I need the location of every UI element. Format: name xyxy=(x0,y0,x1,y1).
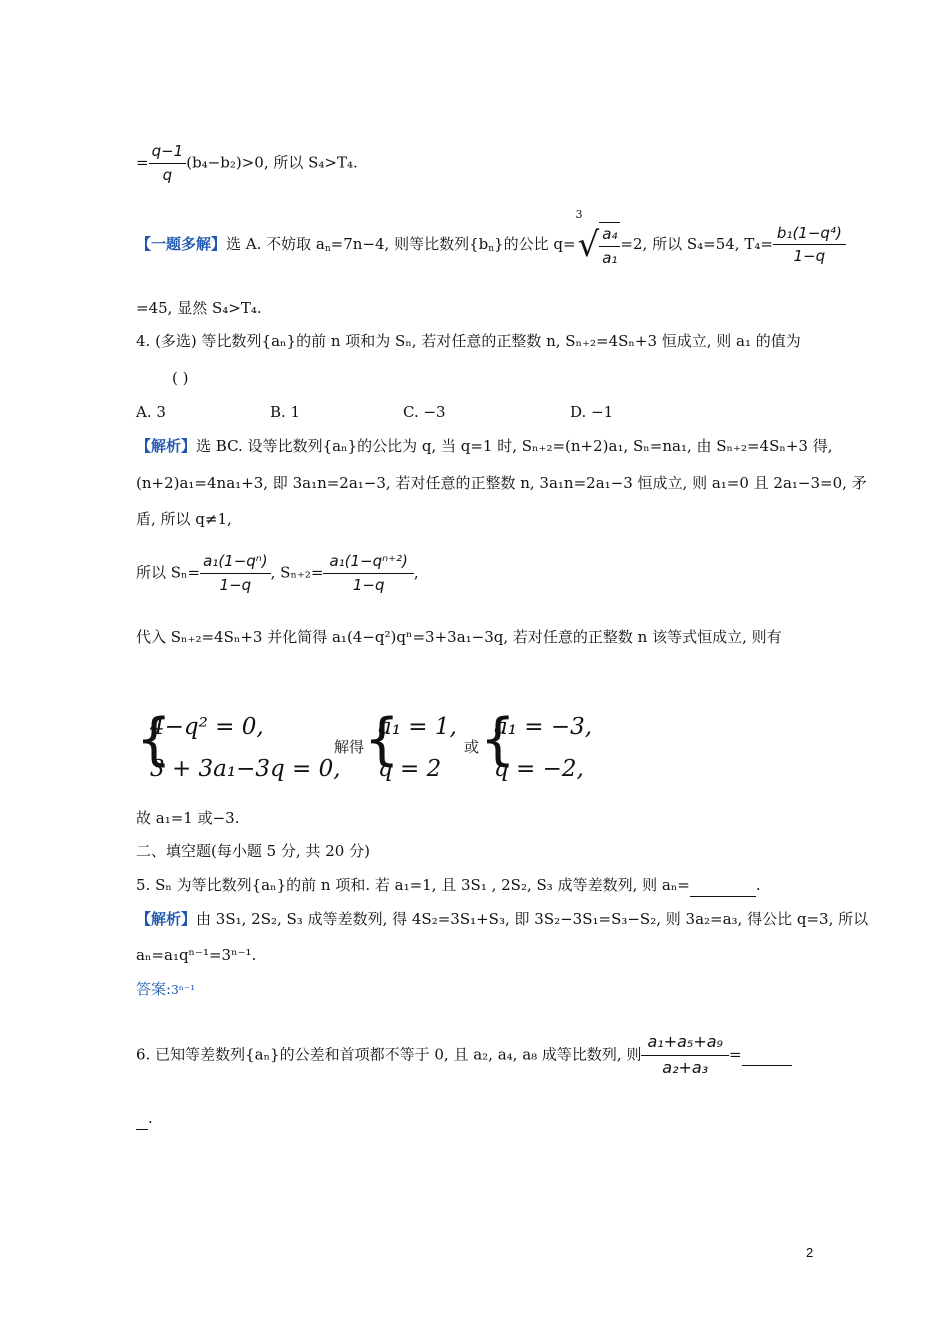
solution-5-line-1 xyxy=(136,910,868,930)
stem-end: . xyxy=(148,1109,153,1127)
frac-den: 1−q xyxy=(352,575,385,594)
text-b: =7n−4, 则等比数列{b xyxy=(330,235,489,253)
root-num: a₄ xyxy=(599,225,620,247)
fraction-ratio xyxy=(641,1032,728,1079)
stem-text: 6. 已知等差数列{aₙ}的公差和首项都不等于 0, 且 a₂, a₄, a₈ 成等比数列, 则 xyxy=(136,1045,642,1064)
frac-den: 1−q xyxy=(219,575,252,594)
page-number: 2 xyxy=(806,1245,814,1260)
equals-sign: = xyxy=(136,153,149,172)
fraction-sn xyxy=(200,552,271,595)
root-den: a₁ xyxy=(602,248,618,267)
option-d: D. −1 xyxy=(570,403,614,421)
system2-eq2: q = 2 xyxy=(378,756,442,782)
solution-4-line-3: 盾, 所以 q≠1, xyxy=(136,510,232,528)
section-2-heading: 二、填空题(每小题 5 分, 共 20 分) xyxy=(136,842,370,860)
alt-solution-tag: 【一题多解】 xyxy=(136,235,227,253)
system3-eq1: a₁ = −3, xyxy=(494,714,593,740)
solution-5-line-2: aₙ=a₁qⁿ⁻¹=3ⁿ⁻¹. xyxy=(136,946,257,964)
equals-sign: = xyxy=(728,1045,742,1064)
frac-den: a₂+a₃ xyxy=(662,1057,709,1077)
text-a: 选 A. 不妨取 a xyxy=(226,235,325,253)
question-5-stem xyxy=(136,876,761,897)
frac-num: a₁+a₅+a₉ xyxy=(641,1032,728,1056)
option-b: B. 1 xyxy=(270,403,301,421)
answer-label: 答案: xyxy=(136,980,172,998)
left-brace: { xyxy=(136,707,172,772)
fraction-sn2 xyxy=(323,552,413,595)
frac-num: a₁(1−qⁿ) xyxy=(200,552,271,574)
line1-tail: (b₄−b₂)>0, 所以 S₄>T₄. xyxy=(186,153,358,172)
stem-end: . xyxy=(755,876,761,894)
fraction-t4 xyxy=(773,224,846,267)
solution-4-line-2: (n+2)a₁=4na₁+3, 即 3a₁n=2a₁−3, 若对任意的正整数 n, 3a₁n=2a₁−3 恒成立, 则 a₁=0 且 2a₁−3=0, 矛 xyxy=(136,474,867,492)
huo-label: 或 xyxy=(464,738,480,756)
line-45: =45, 显然 S₄>T₄. xyxy=(136,299,262,317)
answer-blank-cont xyxy=(136,1109,148,1130)
frac-num: b₁(1−q⁴) xyxy=(773,224,846,246)
answer-paren: ( ) xyxy=(172,369,189,387)
question-4-stem: 4. (多选) 等比数列{aₙ}的前 n 项和为 Sₙ, 若对任意的正整数 n, Sₙ₊₂=4Sₙ+3 恒成立, 则 a₁ 的值为 xyxy=(136,332,801,350)
option-c: C. −3 xyxy=(403,403,446,421)
solution-text: 选 BC. 设等比数列{aₙ}的公比为 q, 当 q=1 时, Sₙ₊₂=(n+2)a₁, Sₙ=na₁, 由 Sₙ₊₂=4Sₙ+3 得, xyxy=(196,437,833,455)
question-6-end xyxy=(136,1109,153,1130)
solution-tag: 【解析】 xyxy=(136,910,197,928)
system2-eq1: a₁ = 1, xyxy=(378,714,457,740)
jiede-label: 解得 xyxy=(334,738,365,756)
line-s4-gt-t4 xyxy=(136,142,358,185)
end-comma: , xyxy=(413,563,419,582)
stem-text: 5. Sₙ 为等比数列{aₙ}的前 n 项和. 若 a₁=1, 且 3S₁ , 2S₂, S₃ 成等差数列, 则 aₙ= xyxy=(136,876,690,894)
mid: , Sₙ₊₂= xyxy=(270,563,324,582)
question-6-stem xyxy=(136,1032,792,1079)
root-index: 3 xyxy=(575,208,583,221)
text-d: =2, 所以 S₄=54, T₄= xyxy=(620,235,773,253)
left-brace: { xyxy=(364,707,400,772)
solution-text: 由 3S₁, 2S₂, S₃ 成等差数列, 得 4S₂=3S₁+S₃, 即 3S₂−3S₁=S₃−S₂, 则 3a₂=a₃, 得公比 q=3, 所以 xyxy=(196,910,869,928)
frac-den: q xyxy=(162,165,173,184)
equation-systems xyxy=(136,707,796,788)
frac-num: a₁(1−qⁿ⁺²) xyxy=(323,552,413,574)
option-a: A. 3 xyxy=(136,403,166,421)
fraction-q-minus-1-over-q xyxy=(149,142,187,185)
system1-eq1: 4−q² = 0, xyxy=(150,714,264,740)
text-c: }的公比 q= xyxy=(494,235,576,253)
frac-num: q−1 xyxy=(149,142,187,164)
system3-eq2: q = −2, xyxy=(494,756,584,782)
left-brace: { xyxy=(480,707,516,772)
prefix: 所以 Sₙ= xyxy=(136,563,201,582)
solution-4-line-1 xyxy=(136,437,833,457)
answer-blank xyxy=(690,876,756,897)
alt-solution-line: 【一题多解】选 A. 不妨取 $a_n=7n-4$, 则等比数列$\{b_n\}$的公比 q= 3 √ $\frac{\text{a₄}}{\text{a₁}}$ =2, 所以 S₄=54, T₄= $\frac{\text{b₁(1−q⁴)}}{1-q}$ xyxy=(136,222,846,268)
frac-den: 1−q xyxy=(793,247,826,265)
solution-4-line-4 xyxy=(136,552,419,595)
solution-tag: 【解析】 xyxy=(136,437,197,455)
answer-5 xyxy=(136,980,195,1000)
system1-eq2: 3 + 3a₁−3q = 0, xyxy=(150,756,341,782)
solution-4-conclusion: 故 a₁=1 或−3. xyxy=(136,809,240,827)
answer-value: 3ⁿ⁻¹ xyxy=(171,983,196,997)
solution-4-line-5: 代入 Sₙ₊₂=4Sₙ+3 并化简得 a₁(4−q²)qⁿ=3+3a₁−3q, 若对任意的正整数 n 该等式恒成立, 则有 xyxy=(136,628,782,646)
cube-root: 3 √ $\frac{\text{a₄}}{\text{a₁}}$ xyxy=(578,222,621,268)
answer-blank xyxy=(742,1045,792,1066)
